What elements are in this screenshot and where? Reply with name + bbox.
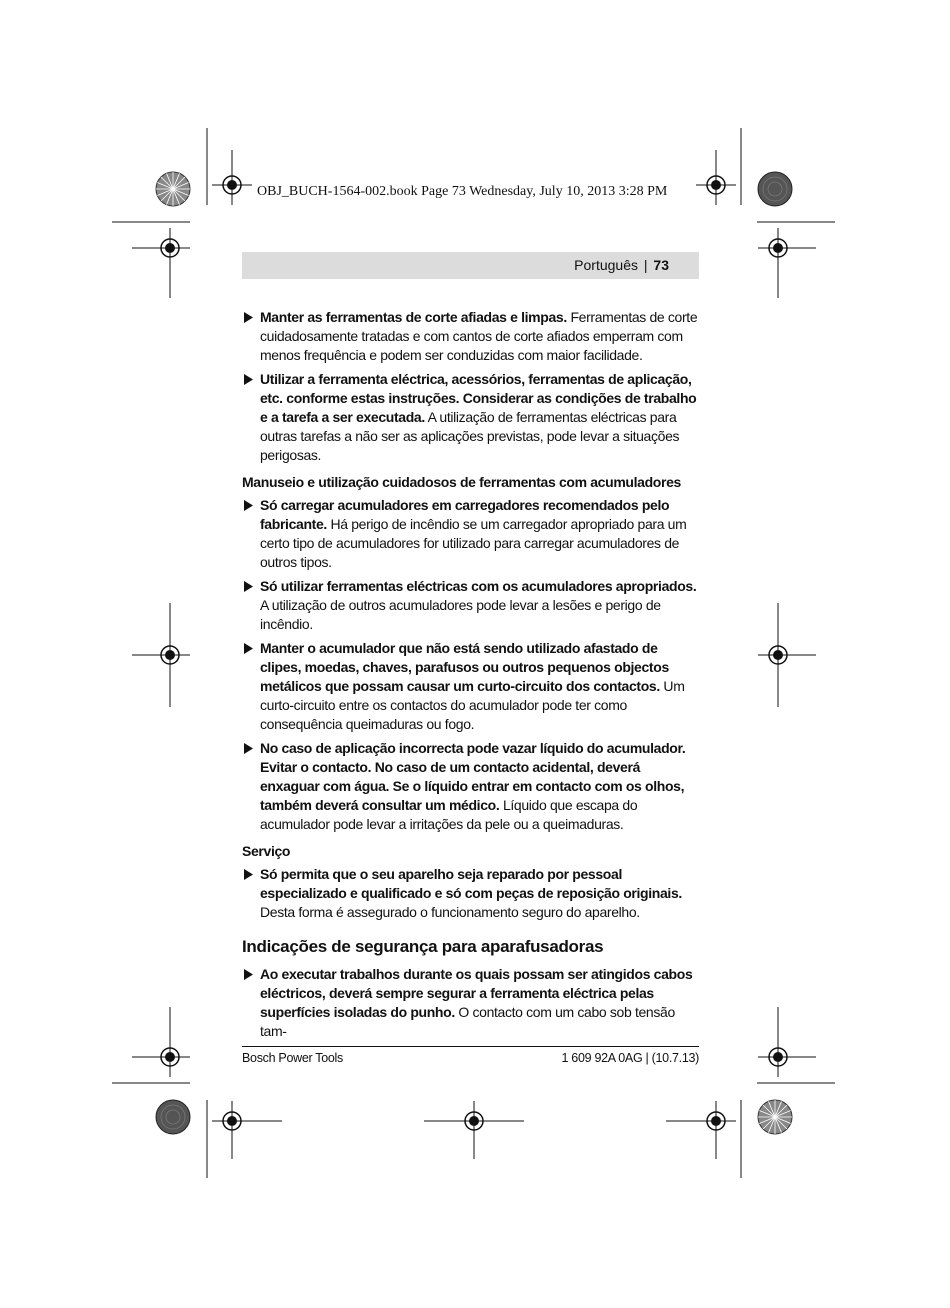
registration-mark-icon (666, 1101, 736, 1159)
battery-list (242, 496, 699, 834)
item-bold-text: Manter o acumulador que não está sendo utilizado afastado de clipes, moedas, chaves, parafusos ou outros pequenos objectos metálicos que possam causar um curto-circuito dos contactos. (260, 640, 669, 694)
item-bold-text: Só utilizar ferramentas eléctricas com os acumuladores apropriados. (260, 578, 697, 594)
item-normal-text: A utilização de ferramentas eléctricas para outras tarefas a não ser as aplicações previstas, pode levar a situações perigosas. (260, 409, 680, 463)
item-bold-text: Só carregar acumuladores em carregadores recomendados pelo fabricante. (260, 497, 670, 532)
print-slug-line: OBJ_BUCH-1564-002.book Page 73 Wednesday, July 10, 2013 3:28 PM (257, 184, 668, 199)
triangle-right-icon (244, 581, 254, 592)
registration-mark-icon (758, 228, 816, 298)
starburst-target-icon (758, 1100, 792, 1134)
safety-list-item (242, 496, 699, 572)
safety-list-item (242, 739, 699, 834)
screwdriver-section-heading: Indicações de segurança para aparafusadoras (242, 937, 604, 956)
footer-doc-number: 1 609 92A 0AG | (10.7.13) (561, 1051, 699, 1065)
safety-list-item (242, 639, 699, 734)
item-text (260, 965, 699, 1041)
registration-mark-icon (132, 603, 190, 707)
page-body (242, 308, 699, 1046)
item-text (260, 308, 699, 365)
screwdriver-list (242, 965, 699, 1041)
page-header-bar (242, 252, 699, 279)
safety-list-item (242, 308, 699, 365)
registration-mark-icon (758, 603, 816, 707)
footer-brand: Bosch Power Tools (242, 1051, 343, 1065)
item-bold-text: Utilizar a ferramenta eléctrica, acessórios, ferramentas de aplicação, etc. conforme estas instruções. Considerar as condições de trabalho e a tarefa a ser executada. (260, 371, 697, 425)
triangle-right-icon (244, 969, 254, 980)
triangle-right-icon (244, 869, 254, 880)
item-text (260, 739, 699, 834)
starburst-target-icon (156, 172, 190, 206)
intro-list (242, 308, 699, 465)
item-bold-text: Ao executar trabalhos durante os quais possam ser atingidos cabos eléctricos, deverá sempre segurar a ferramenta eléctrica pelas superfícies isoladas do punho. (260, 966, 693, 1020)
safety-list-item (242, 577, 699, 634)
item-bold-text: Só permita que o seu aparelho seja reparado por pessoal especializado e qualificado e só com peças de reposição originais. (260, 866, 682, 901)
page-footer (242, 1046, 699, 1065)
battery-section-heading: Manuseio e utilização cuidadosos de ferramentas com acumuladores (242, 474, 681, 490)
starburst-target-icon (156, 1100, 190, 1134)
registration-mark-icon (424, 1101, 524, 1159)
triangle-right-icon (244, 643, 254, 654)
item-bold-text: No caso de aplicação incorrecta pode vazar líquido do acumulador. Evitar o contacto. No caso de um contacto acidental, deverá enxaguar com água. Se o líquido entrar em contacto com os olhos, também deverá consultar um médico. (260, 740, 686, 813)
item-normal-text: Há perigo de incêndio se um carregador apropriado para um certo tipo de acumuladores for utilizado para carregar acumuladores de outros tipos. (260, 516, 687, 570)
item-bold-text: Manter as ferramentas de corte afiadas e limpas. (260, 309, 567, 325)
registration-mark-icon (758, 1007, 816, 1077)
item-text (260, 865, 699, 922)
item-normal-text: A utilização de outros acumuladores pode levar a lesões e perigo de incêndio. (260, 597, 661, 632)
service-list (242, 865, 699, 922)
item-text (260, 496, 699, 572)
header-separator: | (643, 257, 648, 273)
registration-mark-icon (212, 1101, 282, 1159)
triangle-right-icon (244, 500, 254, 511)
item-normal-text: Líquido que escapa do acumulador pode levar a irritações da pele ou a queimaduras. (260, 797, 638, 832)
registration-mark-icon (132, 1007, 190, 1077)
service-section-heading: Serviço (242, 843, 291, 859)
registration-mark-icon (132, 228, 190, 298)
item-text (260, 577, 699, 634)
registration-mark-icon (212, 150, 252, 205)
item-text (260, 639, 699, 734)
page-number: 73 (653, 257, 669, 273)
header-language: Português (574, 257, 638, 273)
triangle-right-icon (244, 743, 254, 754)
safety-list-item (242, 865, 699, 922)
triangle-right-icon (244, 374, 254, 385)
item-normal-text: Um curto-circuito entre os contactos do acumulador pode ter como consequência queimaduras ou fogo. (260, 678, 685, 732)
item-normal-text: Ferramentas de corte cuidadosamente tratadas e com cantos de corte afiados emperram com menos frequência e podem ser conduzidas com maior facilidade. (260, 309, 698, 363)
safety-list-item (242, 370, 699, 465)
starburst-target-icon (758, 172, 792, 206)
item-normal-text: Desta forma é assegurado o funcionamento seguro do aparelho. (260, 904, 640, 920)
triangle-right-icon (244, 312, 254, 323)
item-text (260, 370, 699, 465)
item-normal-text: O contacto com um cabo sob tensão tam- (260, 1004, 675, 1039)
safety-list-item (242, 965, 699, 1041)
